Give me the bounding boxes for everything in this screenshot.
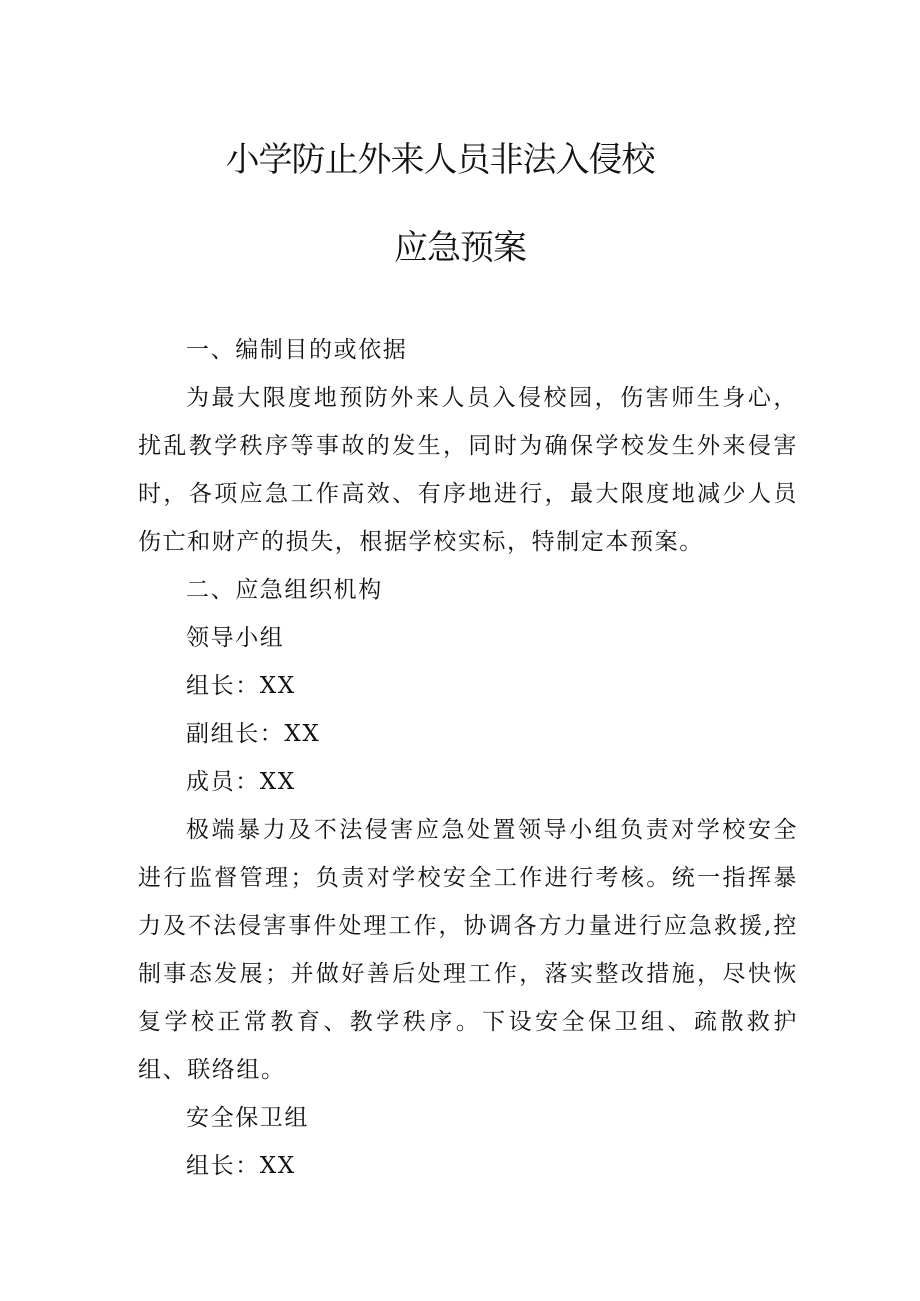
paragraph-purpose: 为最大限度地预防外来人员入侵校园，伤害师生身心，扰乱教学秩序等事故的发生，同时为确保学校发生外来侵害时，各项应急工作高效、有序地进行，最大限度地减少人员伤亡和财产的损失，根据学校实标，特制定本预案。 [138,385,798,555]
document-title-line-1: 小学防止外来人员非法入侵校 [225,140,655,180]
security-leader-line: 组长：XX [186,1153,296,1179]
leader-line: 组长：XX [186,673,296,699]
members-line: 成员：XX [186,769,296,795]
document-body [138,326,798,1190]
subheading-leadership-group: 领导小组 [186,625,285,651]
deputy-leader-line: 副组长：XX [186,721,321,747]
section-heading-organization: 二、应急组织机构 [186,577,383,603]
document-title-line-2: 应急预案 [394,228,526,268]
paragraph-leadership-duties: 极端暴力及不法侵害应急处置领导小组负责对学校安全进行监督管理；负责对学校安全工作进行考核。统一指挥暴力及不法侵害事件处理工作，协调各方力量进行应急救援,控制事态发展；并做好善后处理工作，落实整改措施，尽快恢复学校正常教育、教学秩序。下设安全保卫组、疏散救护组、联络组。 [138,817,798,1083]
subheading-security-group: 安全保卫组 [186,1105,309,1131]
section-heading-purpose: 一、编制目的或依据 [186,337,408,363]
